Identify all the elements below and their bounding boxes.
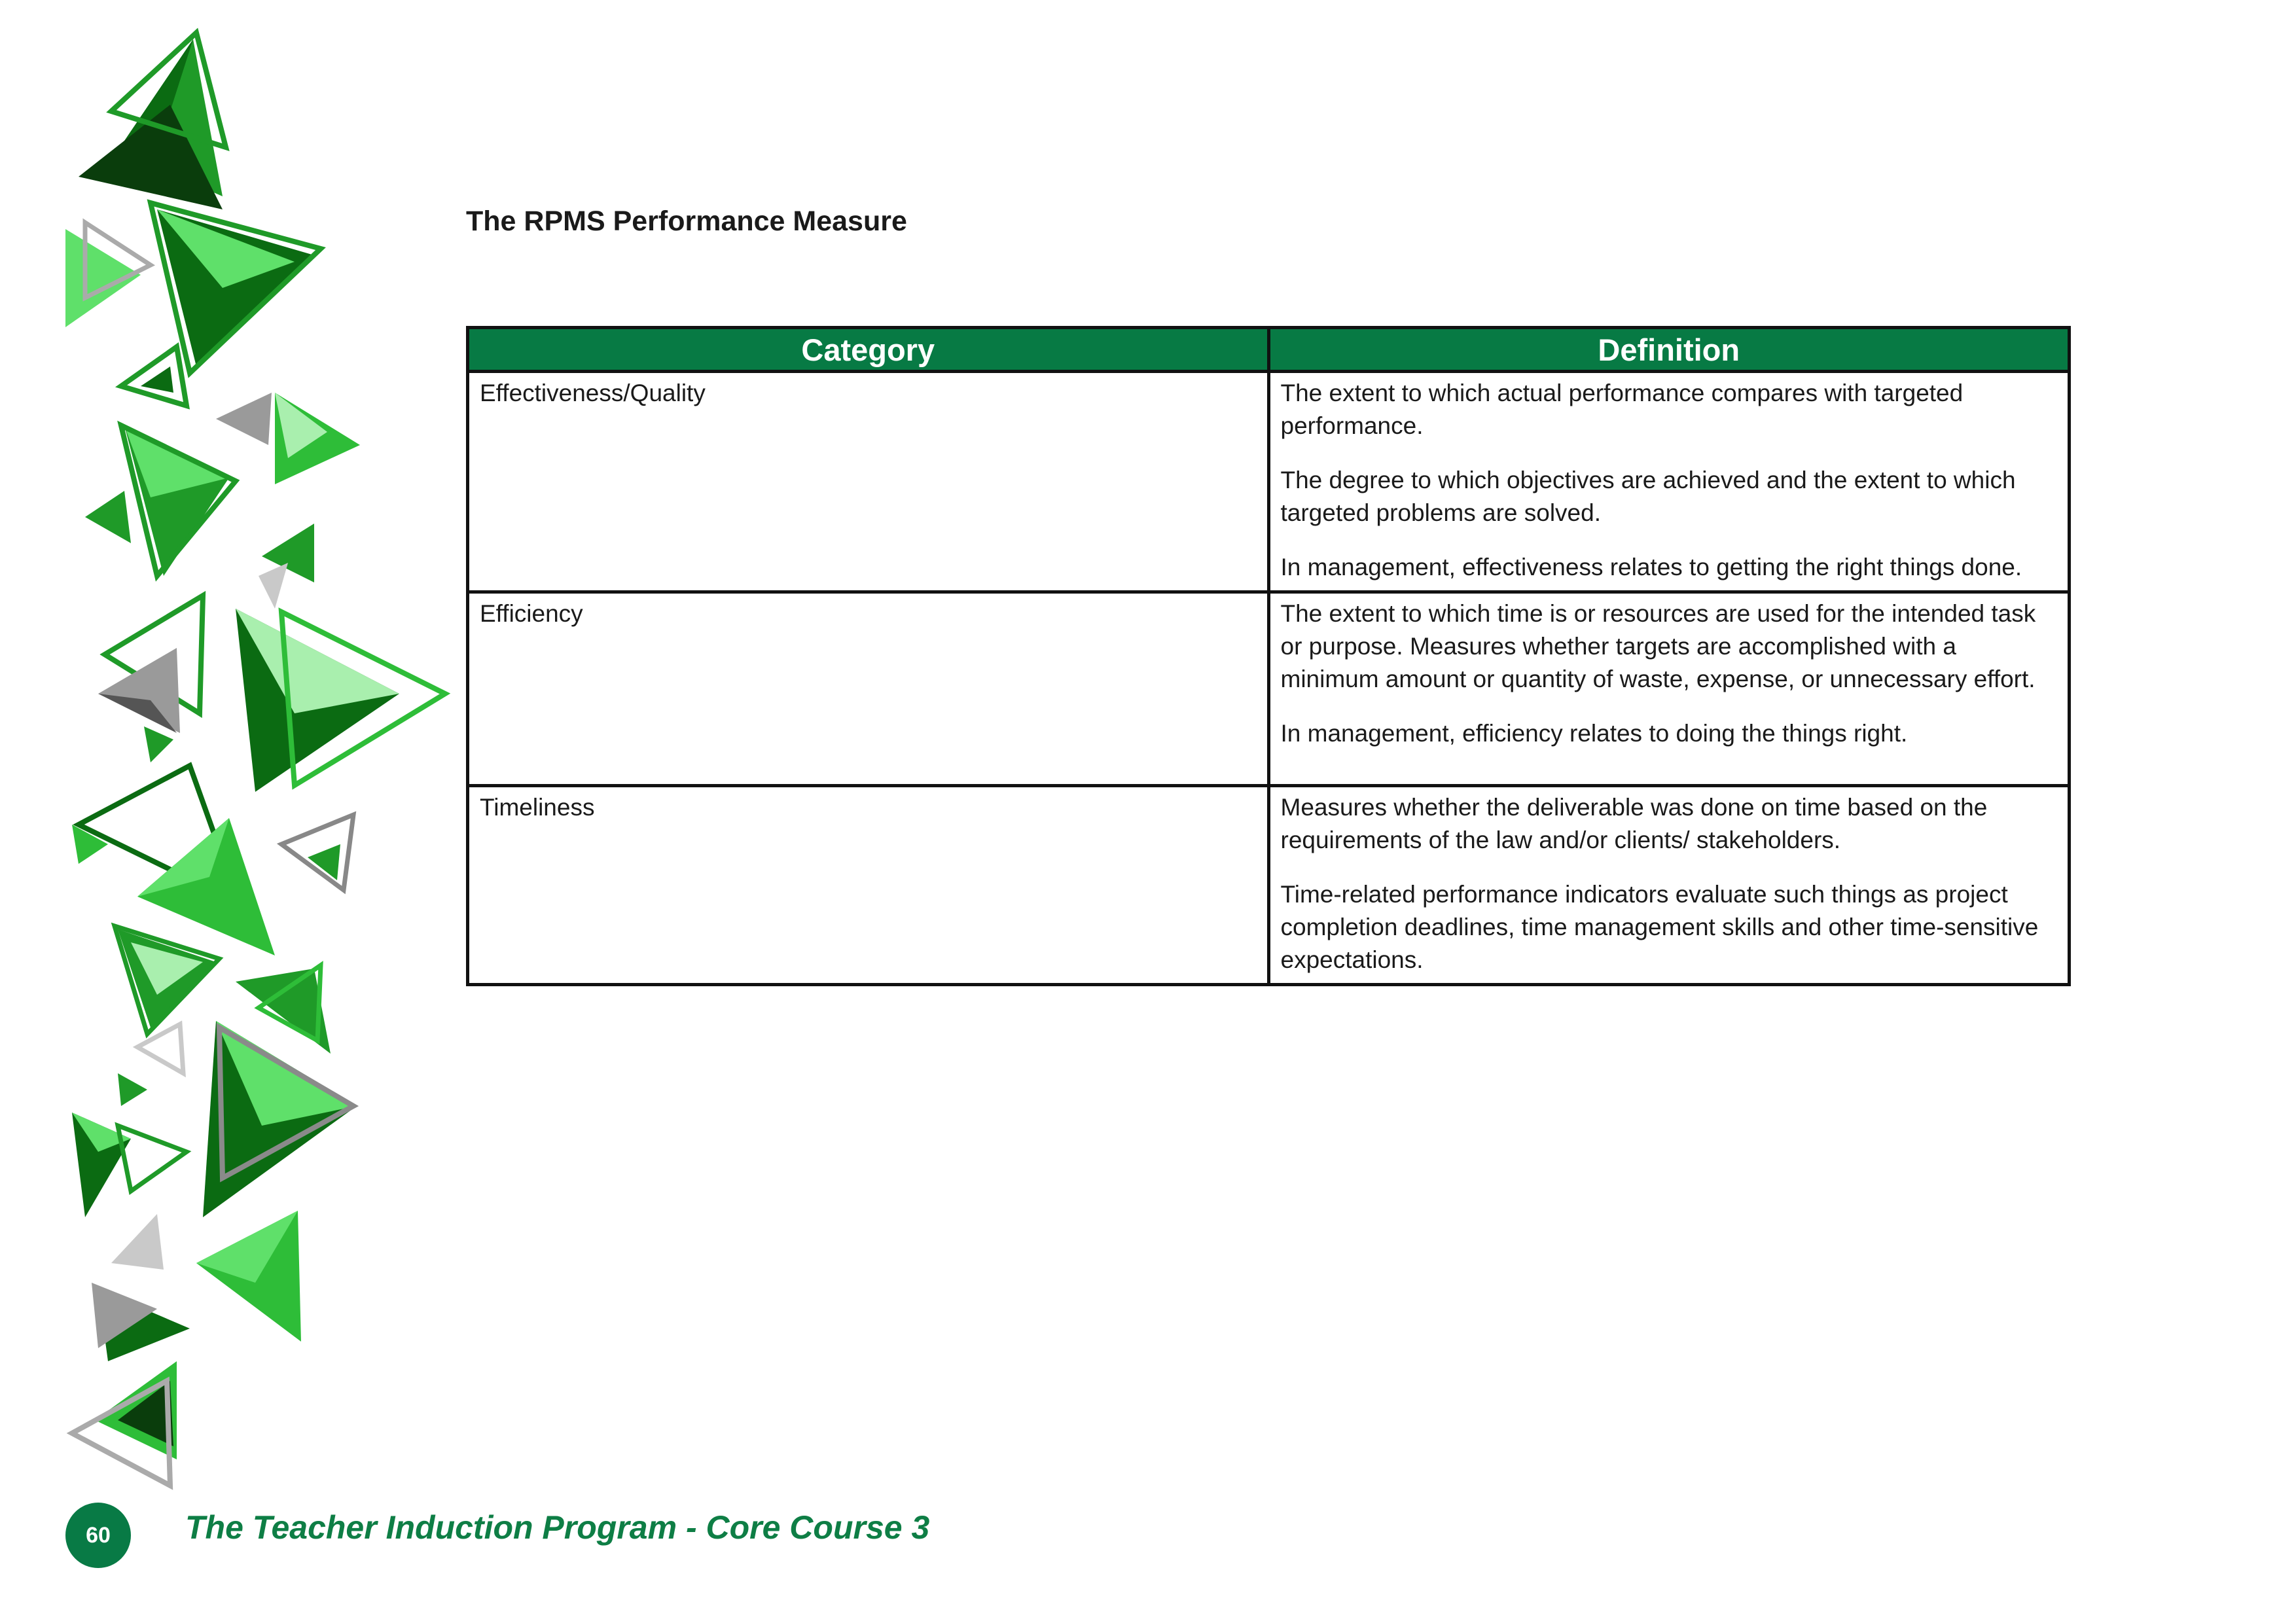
triangle-shape <box>118 1073 147 1106</box>
definition-text: The degree to which objectives are achieved and the extent to which targeted problems are solved. <box>1280 467 2016 526</box>
triangle-shape <box>111 1214 164 1270</box>
rpms-table <box>466 326 2071 986</box>
table-row <box>468 592 2070 786</box>
table-row <box>468 372 2070 592</box>
definition-text: Measures whether the deliverable was done on time based on the requirements of the law and/or clients/ stakeholders. <box>1280 794 1988 853</box>
category-cell: Effectiveness/Quality <box>468 372 1269 592</box>
definition-cell <box>1268 592 2070 786</box>
page-number-badge <box>65 1503 131 1568</box>
triangle-shape <box>216 393 272 445</box>
definition-text: In management, efficiency relates to doing the things right. <box>1280 720 1908 747</box>
page-title: The RPMS Performance Measure <box>466 205 907 237</box>
table-row <box>468 786 2070 985</box>
definition-cell <box>1268 786 2070 985</box>
triangle-shape <box>259 563 288 609</box>
triangle-decoration <box>0 0 471 1525</box>
triangle-shape <box>281 815 353 890</box>
header-category: Category <box>468 328 1269 372</box>
triangle-shape <box>118 1126 187 1191</box>
page-number: 60 <box>86 1522 111 1548</box>
footer-title: The Teacher Induction Program - Core Course 3 <box>185 1509 930 1546</box>
triangle-shape <box>121 347 187 406</box>
triangle-shape <box>85 491 131 543</box>
header-definition: Definition <box>1268 328 2070 372</box>
table-header-row <box>468 328 2070 372</box>
definition-text: In management, effectiveness relates to getting the right things done. <box>1280 554 2022 580</box>
definition-cell <box>1268 372 2070 592</box>
category-cell: Efficiency <box>468 592 1269 786</box>
triangle-shape <box>144 726 173 762</box>
category-cell: Timeliness <box>468 786 1269 985</box>
definition-text: The extent to which time is or resources are used for the intended task or purpose. Measures whether targets are accomplished with a minimum amount or quantity of waste, expense, or unnecessary effort. <box>1280 600 2036 692</box>
definition-text: The extent to which actual performance compares with targeted performance. <box>1280 380 1964 439</box>
definition-text: Time-related performance indicators evaluate such things as project completion deadlines, time management skills and other time-sensitive expectations. <box>1280 881 2039 973</box>
